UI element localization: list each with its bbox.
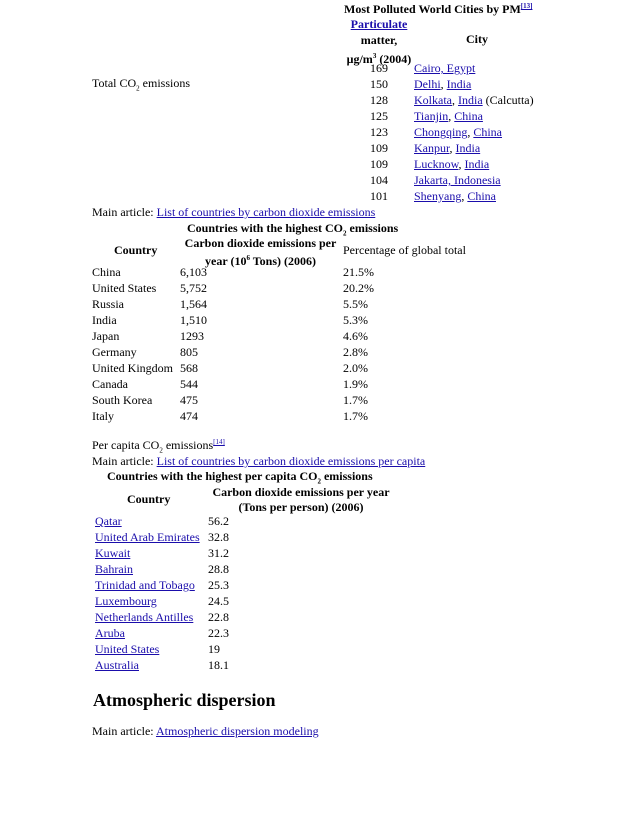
co2-pct: 5.3% bbox=[343, 313, 368, 327]
pm-caption-text: Most Polluted World Cities by PM bbox=[344, 2, 521, 16]
pc-table-row bbox=[95, 546, 355, 562]
total-co2-sub: 2 bbox=[136, 84, 140, 93]
pc-value: 31.2 bbox=[208, 546, 229, 560]
pm-table-row bbox=[340, 125, 638, 141]
pm-table-caption bbox=[344, 2, 532, 17]
pc-header-country: Country bbox=[127, 492, 171, 506]
pc-value: 56.2 bbox=[208, 514, 229, 528]
co2-table-row bbox=[92, 297, 472, 313]
pm-value: 169 bbox=[370, 61, 388, 75]
co2-header-pct: Percentage of global total bbox=[343, 243, 466, 257]
pc-country-link[interactable]: United Arab Emirates bbox=[95, 530, 200, 544]
pm-table-row bbox=[340, 77, 638, 93]
co2-emissions: 805 bbox=[180, 345, 198, 359]
co2-country: United States bbox=[92, 281, 157, 295]
co2-pct: 2.8% bbox=[343, 345, 368, 359]
pm-city bbox=[414, 141, 480, 156]
co2-emissions: 1,564 bbox=[180, 297, 207, 311]
pm-value: 104 bbox=[370, 173, 388, 187]
pc-header-emissions: Carbon dioxide emissions per year (Tons per person) (2006) bbox=[212, 485, 390, 514]
pc-value: 25.3 bbox=[208, 578, 229, 592]
pc-table-row bbox=[95, 610, 355, 626]
percap-sub: 2 bbox=[159, 446, 163, 455]
main-article-3-prefix: Main article: bbox=[92, 724, 156, 738]
pc-country-link[interactable]: Australia bbox=[95, 658, 139, 672]
co2-pct: 1.7% bbox=[343, 409, 368, 423]
co2-emissions: 6,103 bbox=[180, 265, 207, 279]
pm-city-text: , bbox=[452, 93, 458, 107]
pc-value: 18.1 bbox=[208, 658, 229, 672]
co2-table-caption bbox=[187, 221, 398, 237]
pm-caption-ref[interactable]: [13] bbox=[520, 2, 533, 10]
pc-table-row bbox=[95, 578, 355, 594]
co2-h-em-sup: 6 bbox=[246, 254, 250, 262]
co2-country: United Kingdom bbox=[92, 361, 173, 375]
pm-value: 101 bbox=[370, 189, 388, 203]
co2-country: India bbox=[92, 313, 117, 327]
pc-country-link[interactable]: Aruba bbox=[95, 626, 125, 640]
pm-city-link[interactable]: India bbox=[455, 141, 481, 155]
co2-pct: 1.7% bbox=[343, 393, 368, 407]
pm-col1-rest: matter, bbox=[360, 33, 398, 47]
pm-value: 125 bbox=[370, 109, 388, 123]
pm-city bbox=[414, 125, 502, 140]
pc-value: 22.3 bbox=[208, 626, 229, 640]
pc-country-link[interactable]: Trinidad and Tobago bbox=[95, 578, 195, 592]
pm-city-text: , bbox=[467, 125, 474, 139]
pc-table-row bbox=[95, 658, 355, 674]
pm-city-link[interactable]: Tianjin bbox=[414, 109, 449, 123]
pm-col1-unit-a: μg/m bbox=[346, 52, 373, 66]
co2-pct: 2.0% bbox=[343, 361, 368, 375]
co2-emissions: 475 bbox=[180, 393, 198, 407]
pc-value: 32.8 bbox=[208, 530, 229, 544]
pc-caption-a: Countries with the highest per capita CO bbox=[107, 469, 318, 483]
pm-city-link[interactable]: Kanpur bbox=[414, 141, 450, 155]
main-article-3-link[interactable]: Atmospheric dispersion modeling bbox=[155, 724, 319, 738]
co2-pct: 21.5% bbox=[343, 265, 374, 279]
pc-country-link[interactable]: Bahrain bbox=[95, 562, 133, 576]
co2-emissions: 568 bbox=[180, 361, 198, 375]
main-article-1-prefix: Main article: bbox=[92, 205, 157, 219]
pm-value: 123 bbox=[370, 125, 388, 139]
co2-country: Germany bbox=[92, 345, 137, 359]
pm-city-link[interactable]: Shenyang bbox=[414, 189, 462, 203]
co2-country: Japan bbox=[92, 329, 120, 343]
pm-city bbox=[414, 157, 489, 172]
co2-country: China bbox=[92, 265, 121, 279]
co2-pct: 4.6% bbox=[343, 329, 368, 343]
particulate-link[interactable]: Particulate bbox=[350, 17, 408, 31]
pc-table-caption bbox=[107, 469, 373, 485]
co2-h-em-b: Tons) (2006) bbox=[249, 254, 316, 268]
total-co2-b: emissions bbox=[139, 76, 190, 90]
pc-value: 19 bbox=[208, 642, 220, 656]
percap-a: Per capita CO bbox=[92, 438, 160, 452]
co2-table-row bbox=[92, 409, 472, 425]
pm-col2-header: City bbox=[466, 32, 488, 46]
total-co2-label bbox=[92, 76, 190, 92]
pc-country-link[interactable]: United States bbox=[95, 642, 160, 656]
pm-city-link[interactable]: Lucknow bbox=[414, 157, 459, 171]
pm-city-text: , bbox=[449, 141, 456, 155]
pm-col1-unit-sup: 3 bbox=[372, 52, 377, 60]
pm-city bbox=[414, 61, 475, 76]
pc-caption-b: emissions bbox=[320, 469, 373, 483]
pm-city-text: , bbox=[461, 189, 468, 203]
co2-table-row bbox=[92, 361, 472, 377]
pc-value: 28.8 bbox=[208, 562, 229, 576]
pc-country-link[interactable]: Luxembourg bbox=[95, 594, 157, 608]
co2-country: Russia bbox=[92, 297, 125, 311]
pm-city-link[interactable]: Cairo, Egypt bbox=[414, 61, 476, 75]
co2-table-row bbox=[92, 265, 472, 281]
pc-table-row bbox=[95, 626, 355, 642]
pm-value: 109 bbox=[370, 141, 388, 155]
pm-city-link[interactable]: China bbox=[473, 125, 503, 139]
pm-city bbox=[414, 173, 501, 188]
co2-pct: 20.2% bbox=[343, 281, 374, 295]
co2-country: Italy bbox=[92, 409, 114, 423]
co2-caption-b: emissions bbox=[346, 221, 399, 235]
pm-city-link[interactable]: India bbox=[458, 93, 483, 107]
pm-city-link[interactable]: Chongqing bbox=[414, 125, 468, 139]
pm-city-text: , bbox=[448, 109, 455, 123]
main-article-1 bbox=[92, 205, 375, 220]
co2-table-row bbox=[92, 393, 472, 409]
percap-b: emissions bbox=[162, 438, 214, 452]
pm-city-link[interactable]: Kolkata bbox=[414, 93, 452, 107]
pm-city bbox=[414, 189, 496, 204]
pm-table-row bbox=[340, 157, 638, 173]
pc-value: 22.8 bbox=[208, 610, 229, 624]
pm-city-text: , bbox=[440, 77, 447, 91]
pm-table-row bbox=[340, 109, 638, 125]
co2-h-em-a: Carbon dioxide emissions per year (10 bbox=[184, 236, 337, 268]
section-heading: Atmospheric dispersion bbox=[93, 690, 276, 710]
main-article-2 bbox=[92, 454, 425, 469]
co2-pct: 1.9% bbox=[343, 377, 368, 391]
pm-table-row bbox=[340, 173, 638, 189]
pm-value: 128 bbox=[370, 93, 388, 107]
pc-caption-sub: 2 bbox=[317, 477, 321, 486]
co2-country: Canada bbox=[92, 377, 128, 391]
co2-emissions: 5,752 bbox=[180, 281, 207, 295]
pc-country-link[interactable]: Netherlands Antilles bbox=[95, 610, 194, 624]
co2-emissions: 474 bbox=[180, 409, 198, 423]
pm-city bbox=[414, 109, 483, 124]
main-article-2-link[interactable]: List of countries by carbon dioxide emissions per capita bbox=[156, 454, 426, 468]
pm-table-row bbox=[340, 141, 638, 157]
pm-table-row bbox=[340, 189, 638, 205]
pm-col1-header bbox=[340, 16, 418, 67]
main-article-1-link[interactable]: List of countries by carbon dioxide emissions bbox=[156, 205, 376, 219]
pc-table-row bbox=[95, 594, 355, 610]
pm-city bbox=[414, 77, 471, 92]
pc-table-row bbox=[95, 642, 355, 658]
pm-city-link[interactable]: Delhi bbox=[414, 77, 441, 91]
pm-value: 109 bbox=[370, 157, 388, 171]
co2-emissions: 1293 bbox=[180, 329, 204, 343]
co2-table-row bbox=[92, 313, 472, 329]
co2-table-row bbox=[92, 281, 472, 297]
pm-city-link[interactable]: India bbox=[464, 157, 490, 171]
pm-city-text: (Calcutta) bbox=[482, 93, 534, 107]
co2-emissions: 1,510 bbox=[180, 313, 207, 327]
pc-table-row bbox=[95, 562, 355, 578]
pc-country-link[interactable]: Kuwait bbox=[95, 546, 131, 560]
pm-table-row bbox=[340, 61, 638, 77]
pc-country-link[interactable]: Qatar bbox=[95, 514, 122, 528]
pm-table-row bbox=[340, 93, 638, 109]
pm-city bbox=[414, 93, 534, 108]
co2-table-row bbox=[92, 329, 472, 345]
pm-city-link[interactable]: China bbox=[454, 109, 483, 123]
co2-table-row bbox=[92, 345, 472, 361]
pc-table-row bbox=[95, 530, 355, 546]
pc-value: 24.5 bbox=[208, 594, 229, 608]
percap-ref[interactable]: [14] bbox=[213, 438, 225, 446]
main-article-3 bbox=[92, 724, 319, 739]
pm-city-text: , bbox=[458, 157, 465, 171]
co2-emissions: 544 bbox=[180, 377, 198, 391]
co2-pct: 5.5% bbox=[343, 297, 368, 311]
pm-city-link[interactable]: China bbox=[467, 189, 496, 203]
co2-caption-a: Countries with the highest CO bbox=[187, 221, 344, 235]
co2-country: South Korea bbox=[92, 393, 153, 407]
pm-value: 150 bbox=[370, 77, 388, 91]
total-co2-a: Total CO bbox=[92, 76, 137, 90]
main-article-2-prefix: Main article: bbox=[92, 454, 157, 468]
pc-table-row bbox=[95, 514, 355, 530]
pm-city-link[interactable]: India bbox=[446, 77, 472, 91]
co2-header-country: Country bbox=[114, 243, 158, 257]
pm-col1-unit-b: (2004) bbox=[376, 52, 412, 66]
percap-label bbox=[92, 438, 225, 454]
co2-table-row bbox=[92, 377, 472, 393]
co2-caption-sub: 2 bbox=[343, 229, 347, 238]
pm-city-link[interactable]: Jakarta, Indonesia bbox=[414, 173, 501, 187]
